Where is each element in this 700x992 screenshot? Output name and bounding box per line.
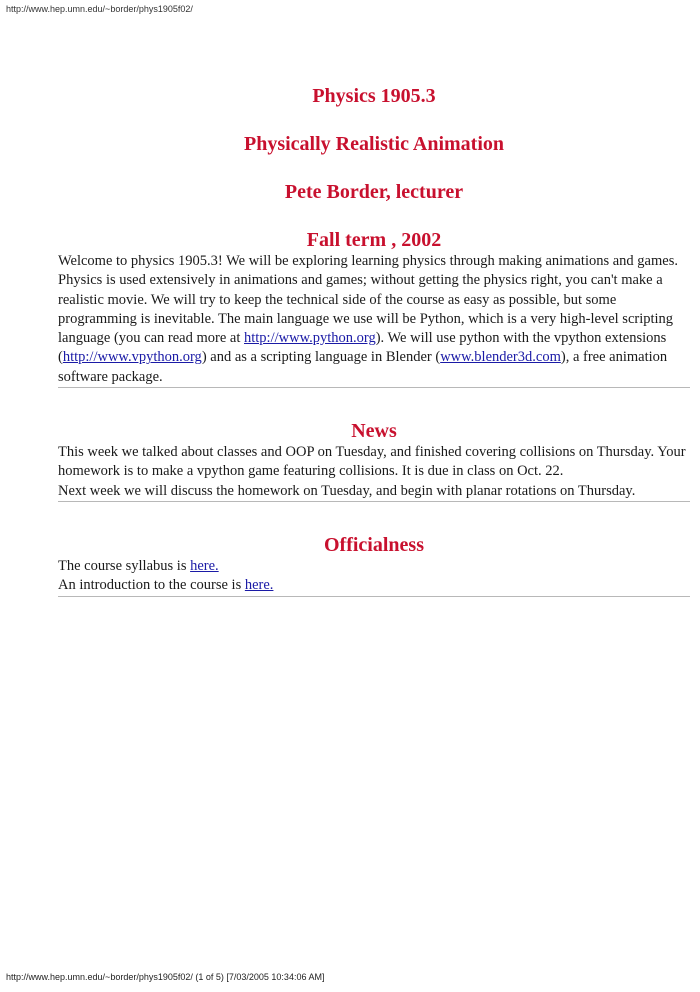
divider <box>58 387 690 388</box>
print-header-url: http://www.hep.umn.edu/~border/phys1905f02/ <box>6 4 193 14</box>
syllabus-text: The course syllabus is <box>58 557 191 574</box>
course-intro-link[interactable]: here. <box>244 577 274 594</box>
news-paragraph-2: Next week we will discuss the homework on Tuesday, and begin with planar rotations on Thursday. <box>58 482 636 499</box>
syllabus-line <box>58 557 690 576</box>
blender-link[interactable]: www.blender3d.com <box>440 349 561 366</box>
divider <box>58 501 690 502</box>
divider <box>58 596 690 597</box>
intro-text-3: ) and as a scripting language in Blender ( <box>201 349 441 366</box>
intro-text-1: Welcome to physics 1905.3! We will be exploring learning physics through making animations and games. Physics is used extensively in animations and games; without getting the physics right, you can't make a realistic movie. We will try to keep the technical side of the course as easy as possible, but some programming is inevitable. The main language we use will be Python, which is a very high-level scripting language (you can read more at <box>58 253 678 347</box>
term-line: Fall term , 2002 <box>306 229 442 251</box>
intro-text-4: ), a free animation software package. <box>58 349 668 385</box>
news-paragraph-1: This week we talked about classes and OOP on Tuesday, and finished covering collisions on Thursday. Your homework is to make a vpython game featuring collisions. It is due in class on Oct. 22. <box>58 444 686 480</box>
page-content <box>58 84 690 597</box>
course-subtitle: Physically Realistic Animation <box>244 133 504 155</box>
lecturer-line: Pete Border, lecturer <box>284 181 464 203</box>
python-link[interactable]: http://www.python.org <box>244 330 376 347</box>
intro-text-2: ). We will use python with the vpython extensions ( <box>58 330 667 366</box>
news-heading: News <box>351 420 397 443</box>
print-footer-url: http://www.hep.umn.edu/~border/phys1905f02/ (1 of 5) [7/03/2005 10:34:06 AM] <box>6 972 325 982</box>
syllabus-link[interactable]: here. <box>190 557 219 574</box>
officialness-heading: Officialness <box>324 533 424 556</box>
course-title: Physics 1905.3 <box>312 85 436 107</box>
intro-paragraph <box>58 252 690 387</box>
course-intro-line <box>58 576 690 595</box>
vpython-link[interactable]: http://www.vpython.org <box>62 349 202 366</box>
course-intro-text: An introduction to the course is <box>58 577 245 594</box>
